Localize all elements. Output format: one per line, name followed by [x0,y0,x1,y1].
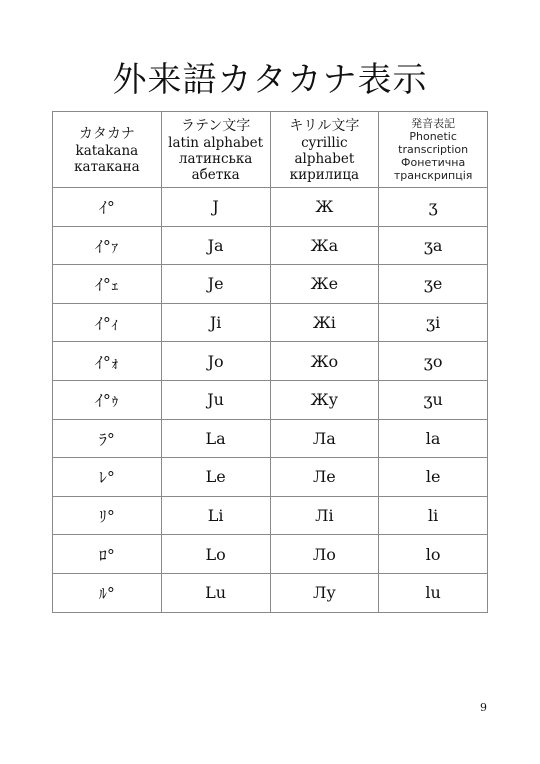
cell-cyrillic: Жо [270,342,379,381]
table-row [53,535,488,574]
header-line: transcription [398,143,469,156]
cell-katakana: ｲ°ｪ [53,265,162,304]
cell-katakana: ﾘ° [53,496,162,535]
header-line: キリル文字 [289,117,360,134]
cell-phonetic: la [379,419,488,458]
cell-phonetic: lo [379,535,488,574]
page-title: 外来語カタカナ表示 [112,60,428,100]
cell-katakana: ｲ°ｩ [53,380,162,419]
cell-katakana: ﾛ° [53,535,162,574]
header-latin [161,112,270,188]
cell-cyrillic: Лу [270,573,379,612]
cell-latin: Li [161,496,270,535]
table-row [53,265,488,304]
table-row [53,496,488,535]
cell-latin: Jo [161,342,270,381]
cell-katakana: ｲ°ｧ [53,226,162,265]
table-row [53,573,488,612]
table-row [53,188,488,227]
header-katakana [53,112,162,188]
cell-katakana: ﾗ° [53,419,162,458]
table-row [53,380,488,419]
cell-latin: Ji [161,303,270,342]
header-line: абетка [191,166,240,183]
header-line: katakana [75,142,139,159]
table-row [53,458,488,497]
cell-katakana: ｲ°ｨ [53,303,162,342]
cell-phonetic: le [379,458,488,497]
cell-cyrillic: Ло [270,535,379,574]
header-line: カタカナ [78,125,135,142]
header-cyrillic [270,112,379,188]
header-line: latin alphabet [168,134,264,151]
cell-latin: Je [161,265,270,304]
table-row [53,419,488,458]
cell-latin: Ja [161,226,270,265]
cell-phonetic: ʒ [379,188,488,227]
cell-cyrillic: Ла [270,419,379,458]
cell-phonetic: ʒa [379,226,488,265]
page-number: 9 [480,701,487,714]
cell-cyrillic: Ж [270,188,379,227]
cell-phonetic: ʒe [379,265,488,304]
cell-cyrillic: Жа [270,226,379,265]
cell-latin: J [161,188,270,227]
header-line: транскрипція [393,169,473,182]
cell-katakana: ﾙ° [53,573,162,612]
cell-phonetic: ʒu [379,380,488,419]
cell-phonetic: ʒo [379,342,488,381]
cell-latin: Lu [161,573,270,612]
cell-phonetic: lu [379,573,488,612]
header-line: кирилица [289,166,360,183]
cell-katakana: ｲ°ｫ [53,342,162,381]
cell-latin: Ju [161,380,270,419]
cell-latin: Lo [161,535,270,574]
header-phonetic [379,112,488,188]
cell-cyrillic: Лі [270,496,379,535]
cell-katakana: ｲ° [53,188,162,227]
header-line: cyrillic alphabet [294,134,355,167]
katakana-table [52,111,488,613]
cell-cyrillic: Жі [270,303,379,342]
cell-latin: La [161,419,270,458]
table-row [53,226,488,265]
header-line: Phonetic [409,130,457,143]
header-line: ラテン文字 [180,117,251,134]
header-line: Фонетична [401,156,466,169]
cell-phonetic: li [379,496,488,535]
table-row [53,303,488,342]
header-line: 発音表記 [411,117,456,130]
header-line: катакана [74,158,140,175]
cell-cyrillic: Жу [270,380,379,419]
table-header-row [53,112,488,188]
cell-cyrillic: Ле [270,458,379,497]
header-line: латинська [178,150,253,167]
cell-phonetic: ʒi [379,303,488,342]
table-row [53,342,488,381]
cell-katakana: ﾚ° [53,458,162,497]
cell-latin: Le [161,458,270,497]
cell-cyrillic: Же [270,265,379,304]
